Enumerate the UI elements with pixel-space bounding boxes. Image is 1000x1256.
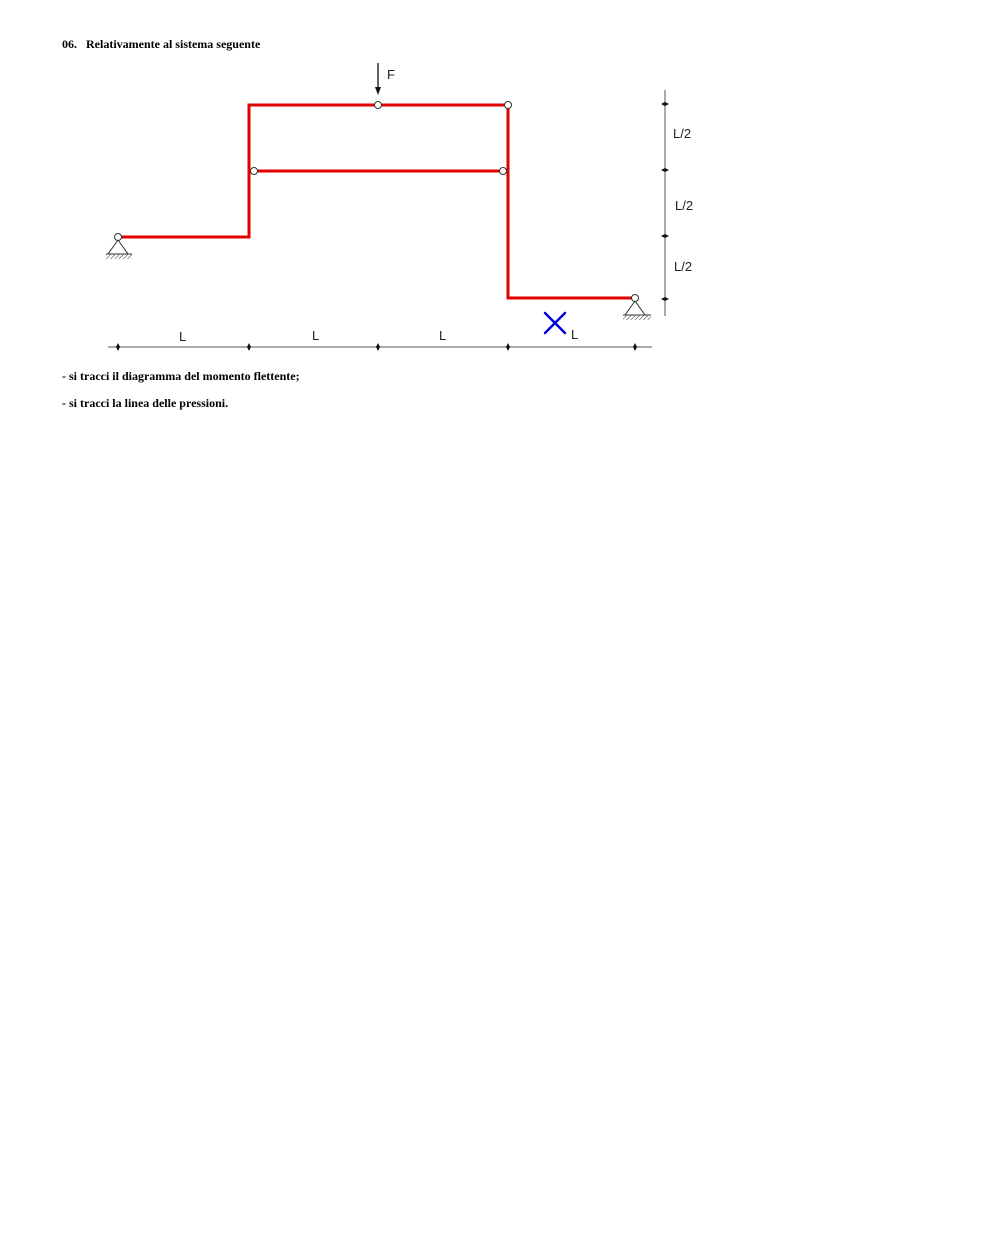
exercise-title: Relativamente al sistema seguente — [86, 37, 261, 51]
horizontal-dimension-label: L — [571, 327, 579, 342]
dimension-tick-icon — [376, 343, 380, 351]
dimension-tick-icon — [116, 343, 120, 351]
vertical-dimension-label: L/2 — [674, 259, 693, 274]
dimension-tick-icon — [661, 234, 669, 238]
right-column-and-beam — [508, 105, 635, 298]
exercise-number: 06. — [62, 37, 77, 51]
hinge-icon — [251, 168, 258, 175]
dimension-tick-icon — [247, 343, 251, 351]
structure-figure — [0, 0, 1000, 360]
task-item: - si tracci il diagramma del momento flettente; — [62, 369, 300, 383]
vertical-dimension-label: L/2 — [675, 198, 694, 213]
dimension-tick-icon — [633, 343, 637, 351]
task-item: - si tracci la linea delle pressioni. — [62, 396, 229, 410]
dimension-tick-icon — [661, 168, 669, 172]
hinge-icon — [500, 168, 507, 175]
dimension-tick-icon — [661, 102, 669, 106]
hinge-icon — [505, 102, 512, 109]
hinge-icon — [375, 102, 382, 109]
horizontal-dimension-label: L — [312, 328, 320, 343]
dimension-tick-icon — [661, 297, 669, 301]
horizontal-dimension-label: L — [179, 329, 187, 344]
dimension-tick-icon — [506, 343, 510, 351]
vertical-dimension-label: L/2 — [673, 126, 692, 141]
load-arrow-icon — [375, 63, 381, 95]
load-label: F — [387, 67, 395, 82]
horizontal-dimension-label: L — [439, 328, 447, 343]
cross-mark-icon — [545, 313, 565, 333]
structure-frame — [118, 105, 635, 298]
